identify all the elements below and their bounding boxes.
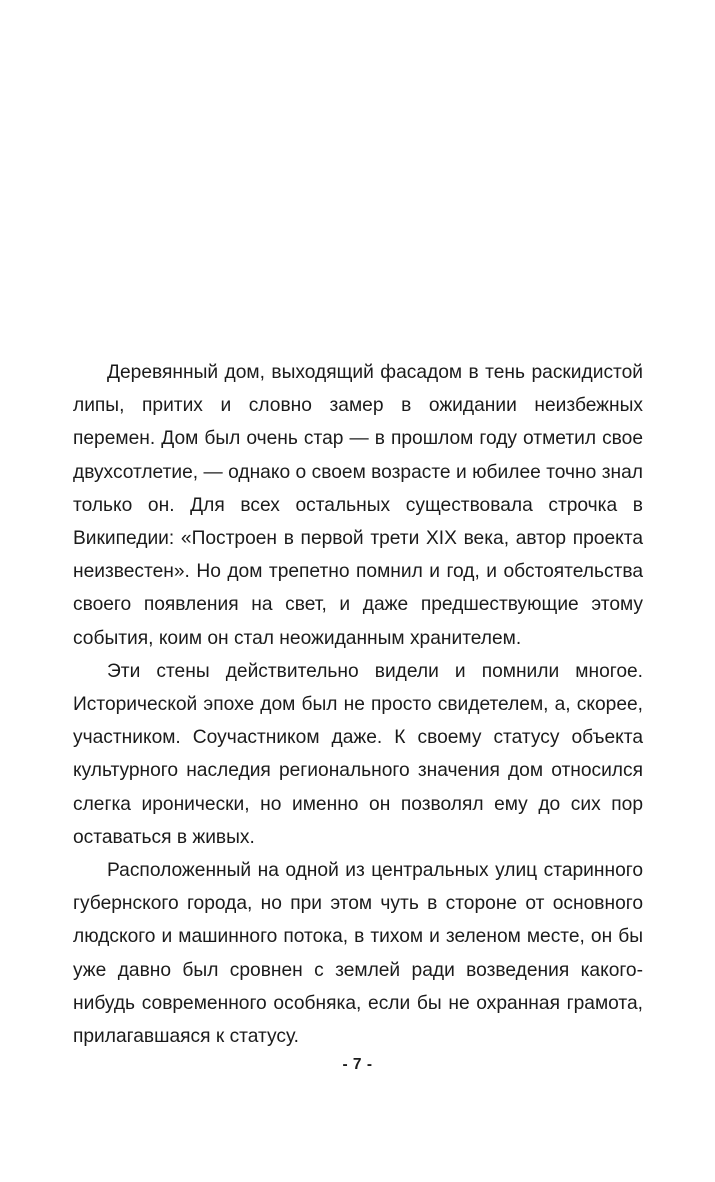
paragraph-3 (73, 854, 643, 1053)
paragraph-1 (73, 356, 643, 655)
paragraph-2 (73, 655, 643, 854)
paragraph-3-text: Расположенный на одной из центральных улиц старинного губернского города, но при этом чуть в стороне от основного людского и машинного потока, в тихом и зеленом месте, он бы уже давно был сровнен с землей ради возведения какого-нибудь современного особняка, если бы не охранная грамота, прилагавшаяся к статусу. (73, 860, 643, 1048)
page-text-body (73, 356, 643, 1053)
paragraph-2-text: Эти стены действительно видели и помнили многое. Исторической эпохе дом был не просто свидетелем, а, скорее, участником. Соучастником даже. К своему статусу объекта культурного наследия регионального значения дом относился слегка иронически, но именно он позволял ему до сих пор оставаться в живых. (73, 660, 643, 848)
page-number: - 7 - (342, 1056, 373, 1073)
paragraph-1-text: Деревянный дом, выходящий фасадом в тень раскидистой липы, притих и словно замер в ожидании неизбежных перемен. Дом был очень стар — в прошлом году отметил свое двухсотлетие, — однако о своем возрасте и юбилее точно знал только он. Для всех остальных существовала строчка в Википедии: «Построен в первой трети XIX века, автор проекта неизвестен». Но дом трепетно помнил и год, и обстоятельства своего появления на свет, и даже предшествующие этому события, коим он стал неожиданным хранителем. (73, 362, 643, 649)
